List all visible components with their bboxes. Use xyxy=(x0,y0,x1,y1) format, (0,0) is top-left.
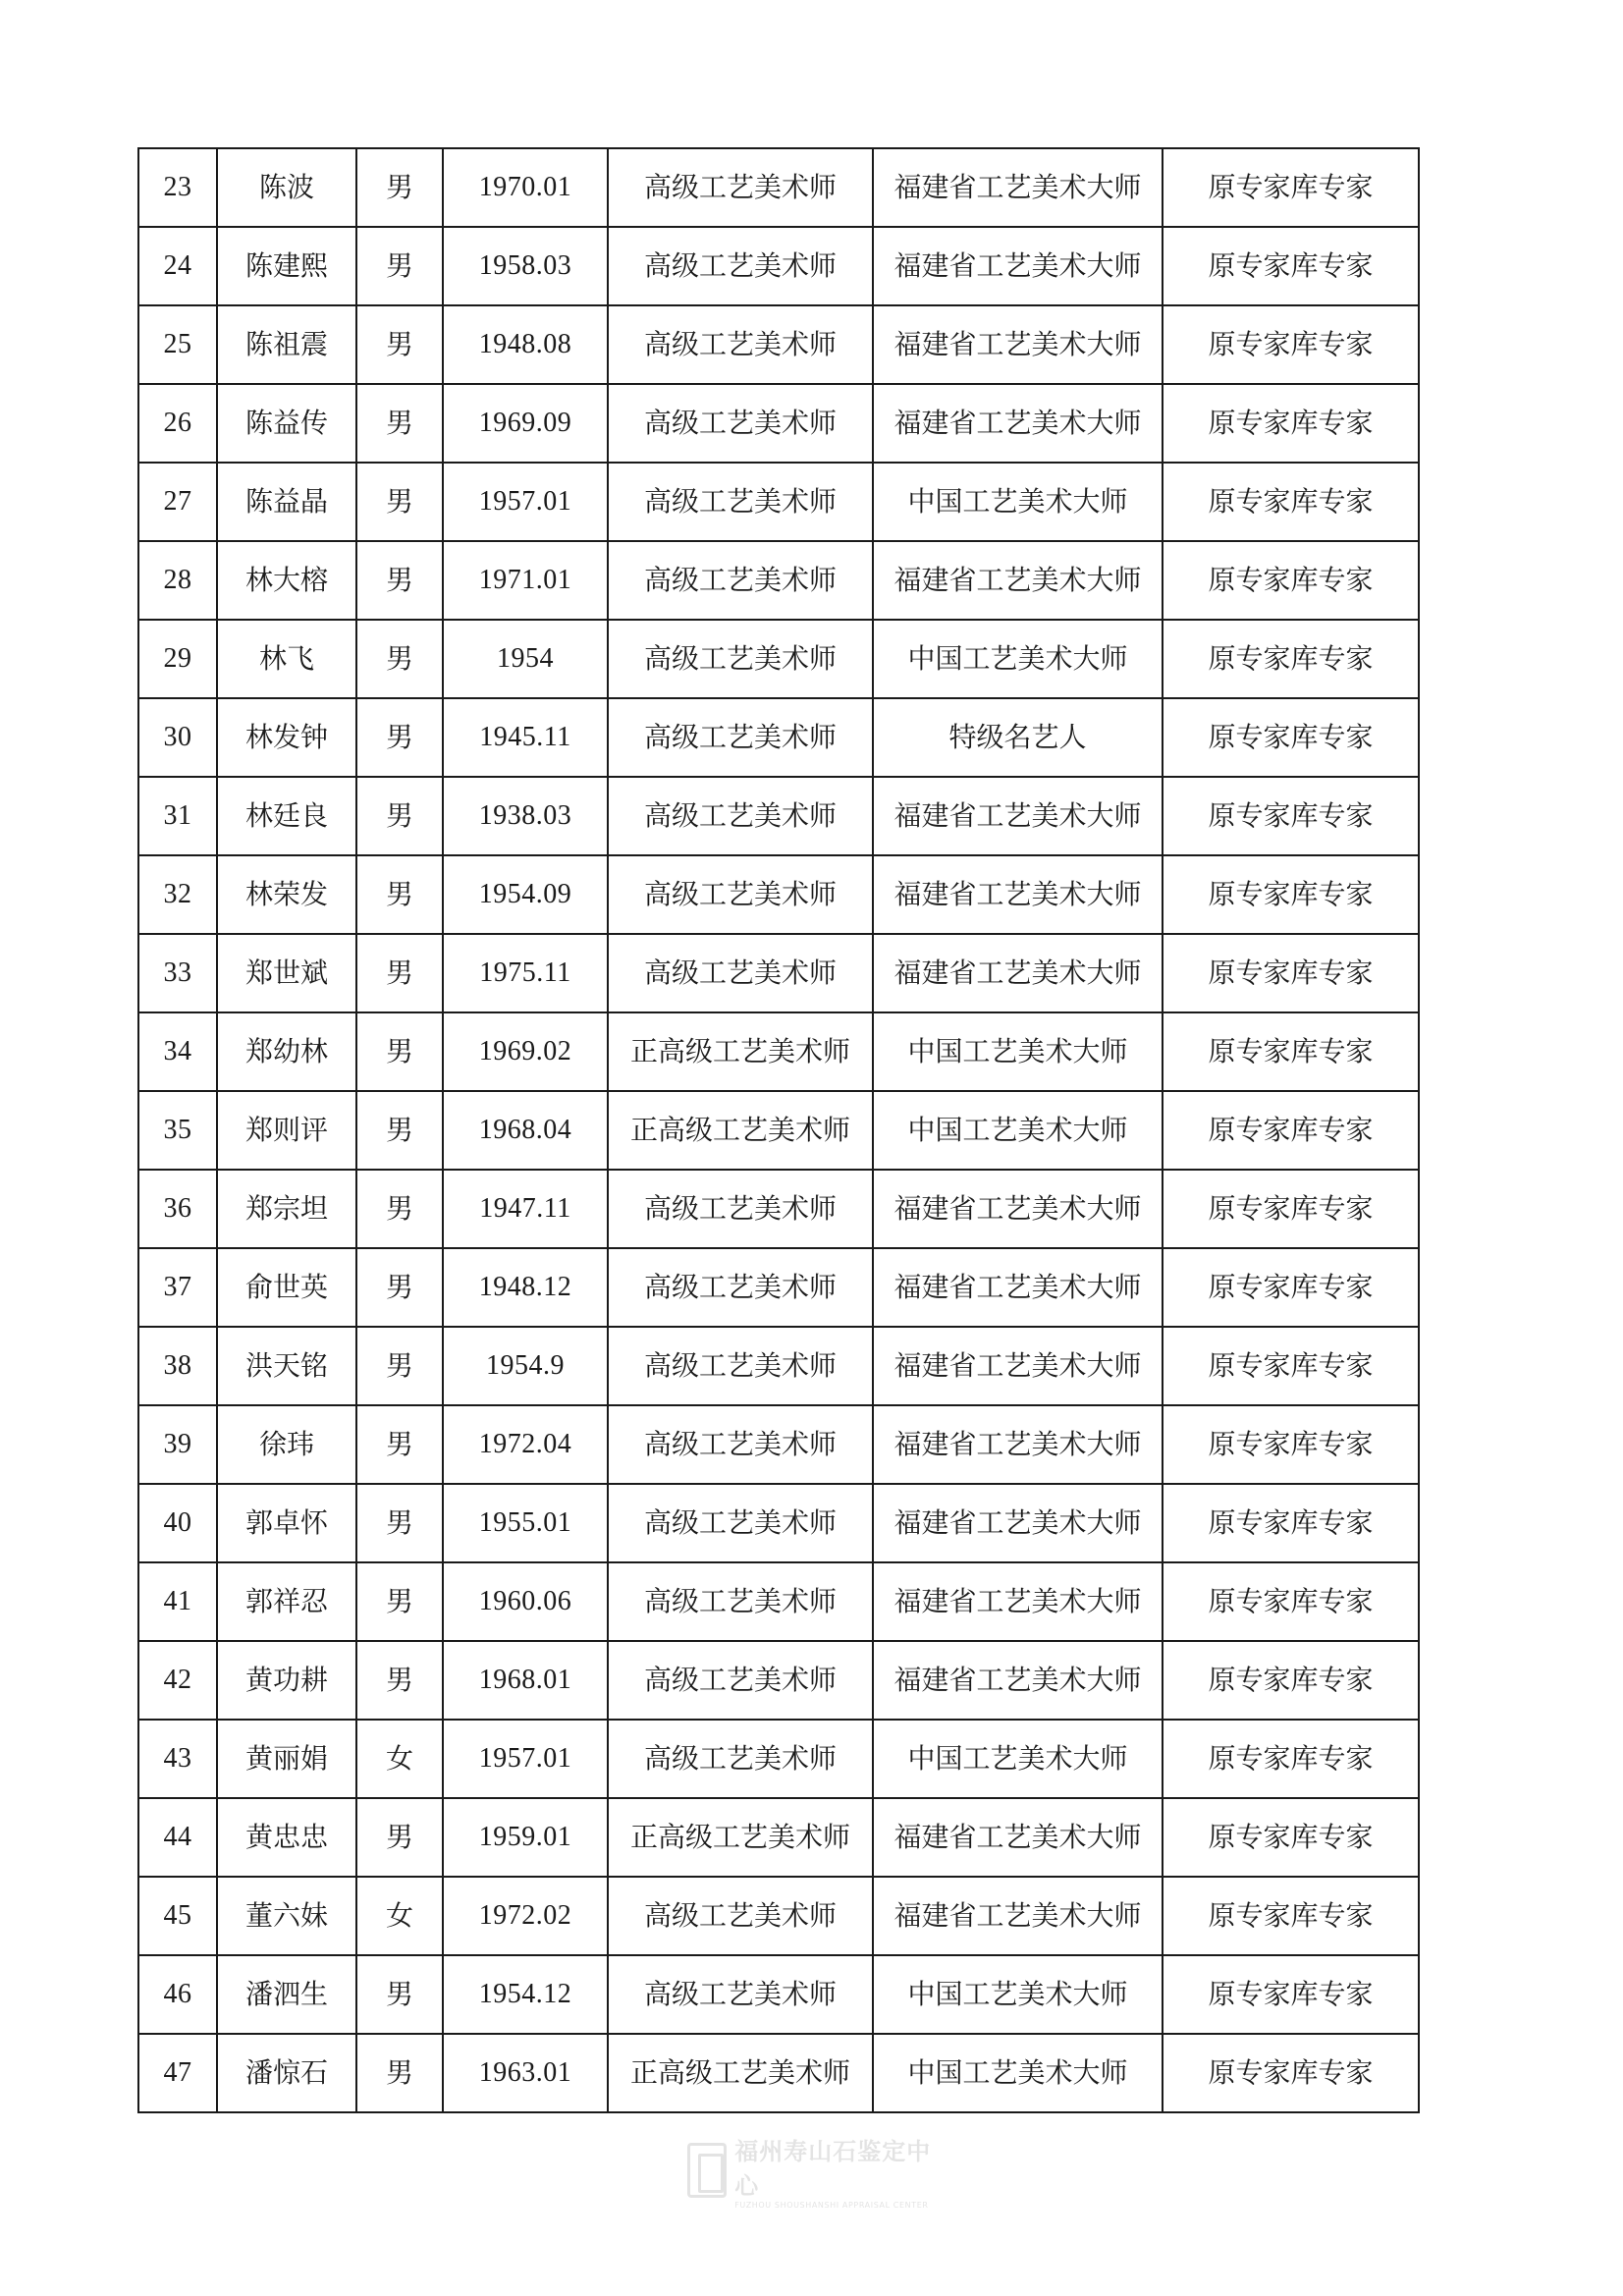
cell-honor: 特级名艺人 xyxy=(873,698,1163,777)
cell-professional-title: 高级工艺美术师 xyxy=(608,1562,873,1641)
cell-gender: 男 xyxy=(356,148,443,227)
cell-professional-title: 正高级工艺美术师 xyxy=(608,1012,873,1091)
cell-number: 37 xyxy=(138,1248,217,1327)
cell-honor: 福建省工艺美术大师 xyxy=(873,1170,1163,1248)
watermark-title: 福州寿山石鉴定中心 xyxy=(734,2137,932,2200)
cell-number: 27 xyxy=(138,463,217,541)
cell-category: 原专家库专家 xyxy=(1163,541,1419,620)
cell-category: 原专家库专家 xyxy=(1163,1012,1419,1091)
cell-category: 原专家库专家 xyxy=(1163,1562,1419,1641)
cell-category: 原专家库专家 xyxy=(1163,698,1419,777)
cell-gender: 男 xyxy=(356,1091,443,1170)
cell-honor: 中国工艺美术大师 xyxy=(873,2034,1163,2112)
cell-honor: 福建省工艺美术大师 xyxy=(873,1798,1163,1877)
table-row xyxy=(138,463,1419,541)
table-row xyxy=(138,384,1419,463)
cell-honor: 福建省工艺美术大师 xyxy=(873,1641,1163,1720)
cell-professional-title: 高级工艺美术师 xyxy=(608,1484,873,1562)
expert-table xyxy=(137,147,1420,2113)
cell-birth-date: 1954.12 xyxy=(443,1955,608,2034)
cell-birth-date: 1957.01 xyxy=(443,1720,608,1798)
expert-table-body xyxy=(138,148,1419,2112)
cell-honor: 中国工艺美术大师 xyxy=(873,1720,1163,1798)
cell-number: 31 xyxy=(138,777,217,855)
cell-number: 39 xyxy=(138,1405,217,1484)
cell-name: 陈益传 xyxy=(217,384,356,463)
cell-category: 原专家库专家 xyxy=(1163,2034,1419,2112)
cell-professional-title: 高级工艺美术师 xyxy=(608,1877,873,1955)
cell-birth-date: 1954 xyxy=(443,620,608,698)
table-row xyxy=(138,148,1419,227)
cell-honor: 福建省工艺美术大师 xyxy=(873,855,1163,934)
cell-professional-title: 高级工艺美术师 xyxy=(608,934,873,1012)
cell-honor: 福建省工艺美术大师 xyxy=(873,541,1163,620)
cell-professional-title: 高级工艺美术师 xyxy=(608,698,873,777)
cell-category: 原专家库专家 xyxy=(1163,1170,1419,1248)
cell-name: 陈祖震 xyxy=(217,305,356,384)
cell-number: 32 xyxy=(138,855,217,934)
table-row xyxy=(138,1798,1419,1877)
cell-number: 46 xyxy=(138,1955,217,2034)
seal-icon xyxy=(687,2143,727,2198)
cell-category: 原专家库专家 xyxy=(1163,777,1419,855)
cell-honor: 中国工艺美术大师 xyxy=(873,1012,1163,1091)
cell-number: 36 xyxy=(138,1170,217,1248)
cell-number: 41 xyxy=(138,1562,217,1641)
cell-birth-date: 1954.9 xyxy=(443,1327,608,1405)
cell-name: 郑宗坦 xyxy=(217,1170,356,1248)
cell-number: 25 xyxy=(138,305,217,384)
cell-birth-date: 1975.11 xyxy=(443,934,608,1012)
cell-name: 洪天铭 xyxy=(217,1327,356,1405)
cell-gender: 男 xyxy=(356,1405,443,1484)
table-row xyxy=(138,1562,1419,1641)
cell-category: 原专家库专家 xyxy=(1163,855,1419,934)
cell-honor: 中国工艺美术大师 xyxy=(873,1091,1163,1170)
cell-name: 林飞 xyxy=(217,620,356,698)
cell-birth-date: 1968.01 xyxy=(443,1641,608,1720)
cell-birth-date: 1970.01 xyxy=(443,148,608,227)
table-row xyxy=(138,1327,1419,1405)
cell-number: 45 xyxy=(138,1877,217,1955)
cell-name: 俞世英 xyxy=(217,1248,356,1327)
cell-professional-title: 高级工艺美术师 xyxy=(608,463,873,541)
cell-honor: 福建省工艺美术大师 xyxy=(873,148,1163,227)
cell-category: 原专家库专家 xyxy=(1163,148,1419,227)
cell-gender: 男 xyxy=(356,463,443,541)
cell-birth-date: 1957.01 xyxy=(443,463,608,541)
cell-name: 黄丽娟 xyxy=(217,1720,356,1798)
cell-honor: 福建省工艺美术大师 xyxy=(873,1562,1163,1641)
cell-birth-date: 1960.06 xyxy=(443,1562,608,1641)
cell-number: 24 xyxy=(138,227,217,305)
table-row xyxy=(138,698,1419,777)
cell-birth-date: 1938.03 xyxy=(443,777,608,855)
cell-gender: 男 xyxy=(356,1248,443,1327)
cell-category: 原专家库专家 xyxy=(1163,463,1419,541)
cell-name: 潘泗生 xyxy=(217,1955,356,2034)
cell-gender: 男 xyxy=(356,1327,443,1405)
cell-name: 林荣发 xyxy=(217,855,356,934)
cell-honor: 福建省工艺美术大师 xyxy=(873,1877,1163,1955)
cell-birth-date: 1948.12 xyxy=(443,1248,608,1327)
table-row xyxy=(138,1170,1419,1248)
table-row xyxy=(138,1877,1419,1955)
cell-number: 23 xyxy=(138,148,217,227)
cell-professional-title: 高级工艺美术师 xyxy=(608,1405,873,1484)
table-row xyxy=(138,1405,1419,1484)
cell-honor: 福建省工艺美术大师 xyxy=(873,1327,1163,1405)
cell-category: 原专家库专家 xyxy=(1163,1720,1419,1798)
table-row xyxy=(138,1091,1419,1170)
cell-category: 原专家库专家 xyxy=(1163,1091,1419,1170)
cell-honor: 福建省工艺美术大师 xyxy=(873,227,1163,305)
cell-professional-title: 高级工艺美术师 xyxy=(608,148,873,227)
table-row xyxy=(138,227,1419,305)
cell-category: 原专家库专家 xyxy=(1163,227,1419,305)
cell-number: 43 xyxy=(138,1720,217,1798)
cell-gender: 男 xyxy=(356,2034,443,2112)
cell-name: 董六妹 xyxy=(217,1877,356,1955)
cell-category: 原专家库专家 xyxy=(1163,1248,1419,1327)
cell-name: 林廷良 xyxy=(217,777,356,855)
cell-gender: 男 xyxy=(356,620,443,698)
cell-number: 29 xyxy=(138,620,217,698)
cell-birth-date: 1948.08 xyxy=(443,305,608,384)
cell-professional-title: 高级工艺美术师 xyxy=(608,1641,873,1720)
table-row xyxy=(138,1720,1419,1798)
cell-name: 徐玮 xyxy=(217,1405,356,1484)
cell-category: 原专家库专家 xyxy=(1163,620,1419,698)
cell-name: 郑则评 xyxy=(217,1091,356,1170)
table-row xyxy=(138,620,1419,698)
table-row xyxy=(138,1641,1419,1720)
cell-birth-date: 1947.11 xyxy=(443,1170,608,1248)
cell-number: 28 xyxy=(138,541,217,620)
cell-number: 30 xyxy=(138,698,217,777)
table-row xyxy=(138,2034,1419,2112)
cell-number: 47 xyxy=(138,2034,217,2112)
cell-name: 郑世斌 xyxy=(217,934,356,1012)
cell-gender: 女 xyxy=(356,1720,443,1798)
cell-honor: 福建省工艺美术大师 xyxy=(873,1484,1163,1562)
cell-category: 原专家库专家 xyxy=(1163,1484,1419,1562)
cell-honor: 福建省工艺美术大师 xyxy=(873,1248,1163,1327)
cell-number: 26 xyxy=(138,384,217,463)
cell-name: 潘惊石 xyxy=(217,2034,356,2112)
cell-number: 35 xyxy=(138,1091,217,1170)
cell-professional-title: 高级工艺美术师 xyxy=(608,1170,873,1248)
cell-gender: 男 xyxy=(356,1562,443,1641)
cell-name: 陈益晶 xyxy=(217,463,356,541)
watermark-logo xyxy=(687,2137,945,2210)
cell-gender: 男 xyxy=(356,384,443,463)
cell-honor: 福建省工艺美术大师 xyxy=(873,934,1163,1012)
cell-gender: 男 xyxy=(356,698,443,777)
cell-name: 陈建熙 xyxy=(217,227,356,305)
cell-gender: 男 xyxy=(356,1798,443,1877)
cell-birth-date: 1969.09 xyxy=(443,384,608,463)
table-row xyxy=(138,777,1419,855)
cell-professional-title: 高级工艺美术师 xyxy=(608,855,873,934)
cell-number: 38 xyxy=(138,1327,217,1405)
cell-gender: 男 xyxy=(356,1484,443,1562)
cell-birth-date: 1945.11 xyxy=(443,698,608,777)
cell-professional-title: 高级工艺美术师 xyxy=(608,1248,873,1327)
cell-number: 33 xyxy=(138,934,217,1012)
cell-category: 原专家库专家 xyxy=(1163,934,1419,1012)
cell-professional-title: 高级工艺美术师 xyxy=(608,1955,873,2034)
cell-gender: 男 xyxy=(356,227,443,305)
cell-professional-title: 高级工艺美术师 xyxy=(608,777,873,855)
cell-honor: 中国工艺美术大师 xyxy=(873,1955,1163,2034)
cell-gender: 男 xyxy=(356,855,443,934)
table-row xyxy=(138,1012,1419,1091)
watermark-text xyxy=(734,2132,945,2210)
cell-birth-date: 1971.01 xyxy=(443,541,608,620)
cell-professional-title: 正高级工艺美术师 xyxy=(608,1091,873,1170)
cell-name: 林大榕 xyxy=(217,541,356,620)
cell-gender: 男 xyxy=(356,1641,443,1720)
cell-number: 40 xyxy=(138,1484,217,1562)
cell-category: 原专家库专家 xyxy=(1163,305,1419,384)
cell-professional-title: 高级工艺美术师 xyxy=(608,1327,873,1405)
cell-gender: 男 xyxy=(356,1955,443,2034)
cell-name: 郭祥忍 xyxy=(217,1562,356,1641)
cell-birth-date: 1968.04 xyxy=(443,1091,608,1170)
cell-category: 原专家库专家 xyxy=(1163,1798,1419,1877)
cell-gender: 男 xyxy=(356,305,443,384)
cell-number: 42 xyxy=(138,1641,217,1720)
cell-birth-date: 1969.02 xyxy=(443,1012,608,1091)
cell-name: 陈波 xyxy=(217,148,356,227)
cell-birth-date: 1955.01 xyxy=(443,1484,608,1562)
cell-name: 黄忠忠 xyxy=(217,1798,356,1877)
table-row xyxy=(138,1955,1419,2034)
cell-honor: 福建省工艺美术大师 xyxy=(873,1405,1163,1484)
table-row xyxy=(138,934,1419,1012)
cell-category: 原专家库专家 xyxy=(1163,1641,1419,1720)
cell-birth-date: 1958.03 xyxy=(443,227,608,305)
cell-gender: 男 xyxy=(356,541,443,620)
table-row xyxy=(138,1484,1419,1562)
cell-honor: 福建省工艺美术大师 xyxy=(873,305,1163,384)
cell-gender: 男 xyxy=(356,1012,443,1091)
cell-honor: 福建省工艺美术大师 xyxy=(873,777,1163,855)
cell-category: 原专家库专家 xyxy=(1163,1405,1419,1484)
cell-birth-date: 1963.01 xyxy=(443,2034,608,2112)
cell-name: 郭卓怀 xyxy=(217,1484,356,1562)
cell-gender: 男 xyxy=(356,1170,443,1248)
cell-category: 原专家库专家 xyxy=(1163,1877,1419,1955)
cell-gender: 男 xyxy=(356,777,443,855)
cell-professional-title: 正高级工艺美术师 xyxy=(608,1798,873,1877)
cell-category: 原专家库专家 xyxy=(1163,1327,1419,1405)
cell-professional-title: 高级工艺美术师 xyxy=(608,1720,873,1798)
cell-professional-title: 高级工艺美术师 xyxy=(608,227,873,305)
cell-birth-date: 1972.04 xyxy=(443,1405,608,1484)
cell-honor: 中国工艺美术大师 xyxy=(873,620,1163,698)
cell-category: 原专家库专家 xyxy=(1163,384,1419,463)
cell-number: 44 xyxy=(138,1798,217,1877)
cell-name: 黄功耕 xyxy=(217,1641,356,1720)
cell-honor: 福建省工艺美术大师 xyxy=(873,384,1163,463)
cell-gender: 女 xyxy=(356,1877,443,1955)
cell-birth-date: 1972.02 xyxy=(443,1877,608,1955)
table-row xyxy=(138,541,1419,620)
cell-professional-title: 高级工艺美术师 xyxy=(608,384,873,463)
cell-professional-title: 正高级工艺美术师 xyxy=(608,2034,873,2112)
watermark-subtitle: FUZHOU SHOUSHANSHI APPRAISAL CENTER xyxy=(734,2200,929,2210)
cell-name: 林发钟 xyxy=(217,698,356,777)
cell-professional-title: 高级工艺美术师 xyxy=(608,305,873,384)
cell-gender: 男 xyxy=(356,934,443,1012)
table-row xyxy=(138,1248,1419,1327)
table-row xyxy=(138,855,1419,934)
cell-category: 原专家库专家 xyxy=(1163,1955,1419,2034)
table-row xyxy=(138,305,1419,384)
cell-birth-date: 1954.09 xyxy=(443,855,608,934)
cell-number: 34 xyxy=(138,1012,217,1091)
cell-honor: 中国工艺美术大师 xyxy=(873,463,1163,541)
cell-birth-date: 1959.01 xyxy=(443,1798,608,1877)
cell-professional-title: 高级工艺美术师 xyxy=(608,541,873,620)
cell-name: 郑幼林 xyxy=(217,1012,356,1091)
cell-professional-title: 高级工艺美术师 xyxy=(608,620,873,698)
